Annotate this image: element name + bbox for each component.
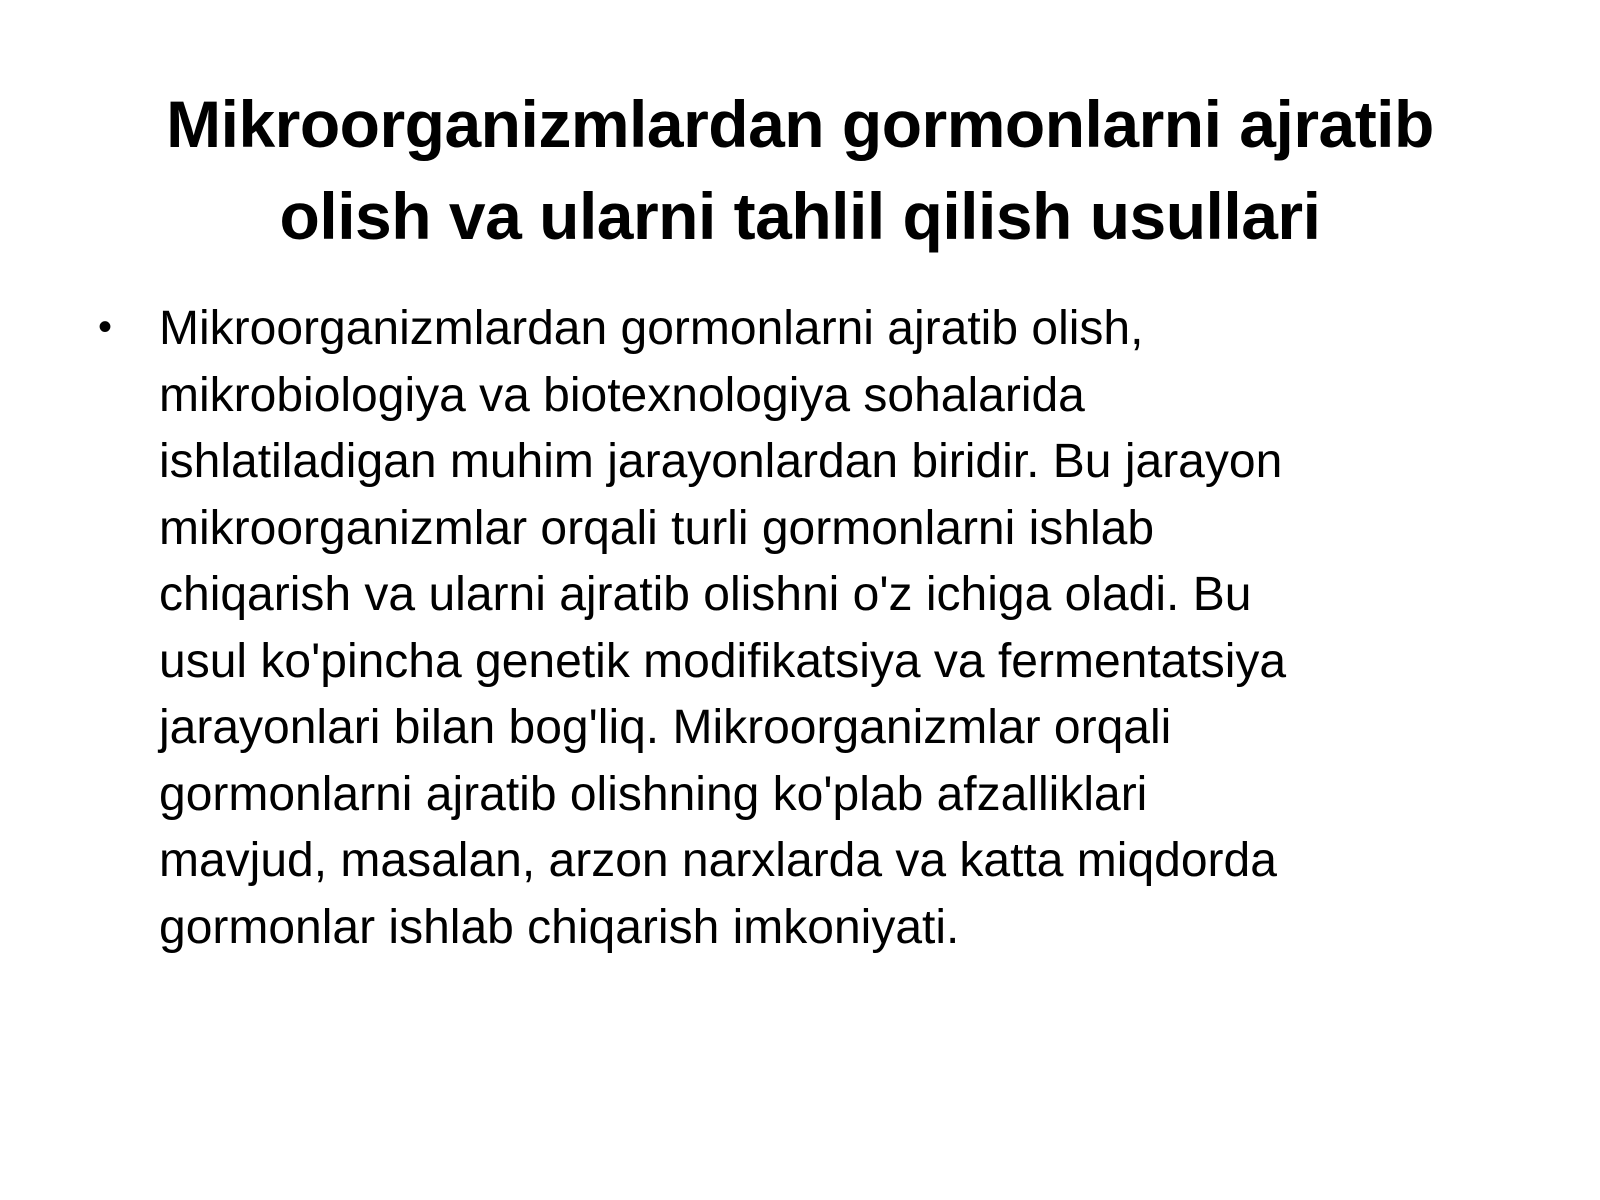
- bullet-text-line: mavjud, masalan, arzon narxlarda va katta miqdorda: [159, 834, 1277, 887]
- slide-title: [80, 78, 1520, 262]
- bullet-text-line: mikroorganizmlar orqali turli gormonlarni ishlab: [159, 501, 1155, 555]
- bullet-text-line: gormonlarni ajratib olishning ko'plab afzalliklari: [159, 767, 1148, 821]
- bullet-dot-icon: •: [98, 305, 113, 349]
- bullet-list: [98, 296, 1518, 961]
- bullet-text-line: gormonlar ishlab chiqarish imkoniyati.: [159, 900, 960, 954]
- bullet-text-line: mikrobiologiya va biotexnologiya sohalarida: [159, 368, 1085, 422]
- bullet-text-line: jarayonlari bilan bog'liq. Mikroorganizmlar orqali: [159, 701, 1172, 754]
- bullet-text-line: chiqarish va ularni ajratib olishni o'z ichiga oladi. Bu: [159, 568, 1252, 621]
- bullet-item: [98, 296, 1518, 961]
- bullet-text-line: usul ko'pincha genetik modifikatsiya va fermentatsiya: [159, 634, 1287, 688]
- title-line: Mikroorganizmlardan gormonlarni ajratib: [166, 87, 1434, 161]
- title-line: olish va ularni tahlil qilish usullari: [279, 179, 1321, 253]
- bullet-text-line: Mikroorganizmlardan gormonlarni ajratib olish,: [159, 302, 1144, 355]
- bullet-text-line: ishlatiladigan muhim jarayonlardan biridir. Bu jarayon: [159, 435, 1283, 488]
